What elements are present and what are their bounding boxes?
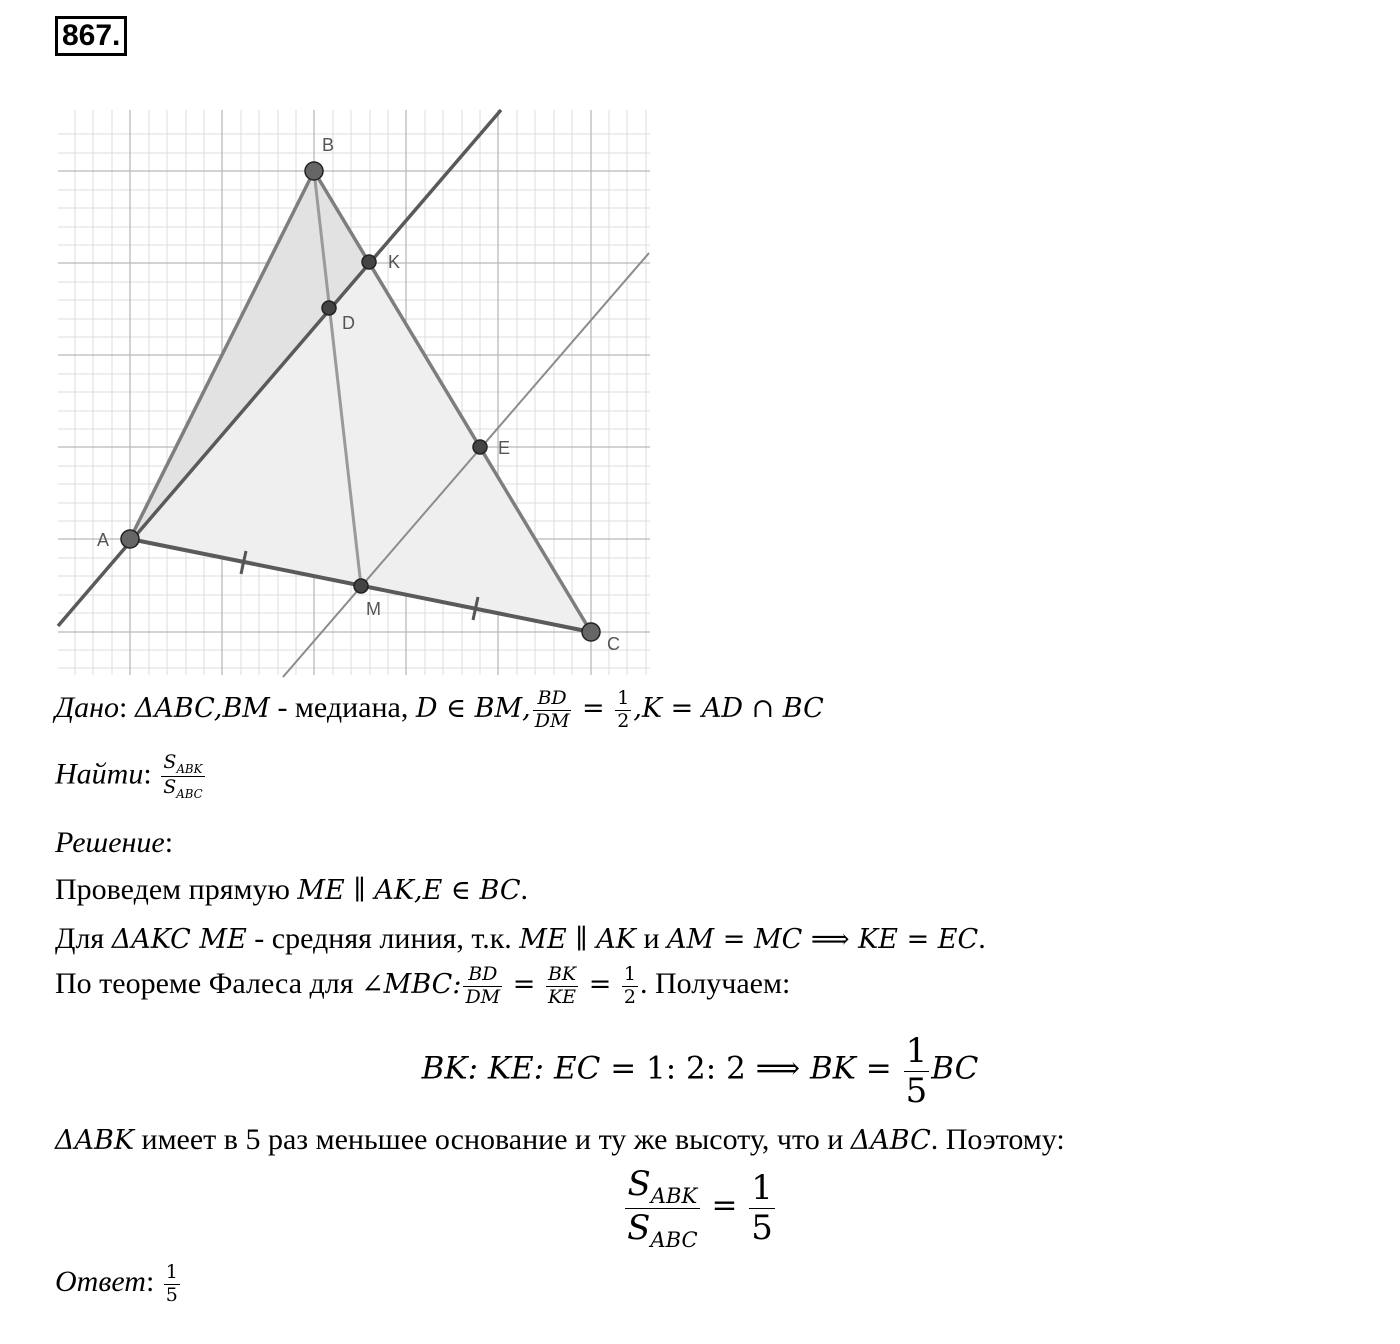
point-m <box>354 579 368 593</box>
label-m: M <box>366 599 381 619</box>
given-text-median: - медиана, <box>269 691 416 725</box>
label-k: K <box>388 252 401 272</box>
problem-number: 867. <box>55 16 127 56</box>
point-c <box>582 623 600 641</box>
given-expr-d: D ∈ BM, <box>415 693 531 725</box>
solution-heading: Решение: <box>55 826 174 859</box>
find-line: Найти: $\frac{S_{ABK}}{S_{ABC}}$ <box>55 751 203 802</box>
label-c: C <box>607 634 620 654</box>
label-e: E <box>498 438 511 458</box>
given-fraction-half: $\frac{1}{2}$ <box>617 687 630 732</box>
step-3: По теореме Фалеса для ∠MBC: $\frac{BD}{DM}$ = $\frac{BK}{KE}$ = $\frac{1}{2}$ . Получаем: <box>55 963 791 1008</box>
point-e <box>473 440 487 454</box>
label-b: B <box>322 135 335 155</box>
given-fraction-bd-dm: $\frac{BD}{DM}$ <box>534 687 570 732</box>
find-fraction: $\frac{S_{ABK}}{S_{ABC}}$ <box>163 751 203 802</box>
find-label: Найти <box>55 757 144 791</box>
step-4-ratio: BK: KE: EC = 1: 2: 2 ⟹ BK = $\frac{1}{5}$ BC <box>421 1031 979 1112</box>
fraction-half: $\frac{1}{2}$ <box>623 963 636 1008</box>
label-a: A <box>97 530 110 550</box>
point-a <box>121 530 139 548</box>
given-expr-k: ,K = AD ∩ BC <box>633 693 824 725</box>
geometry-figure <box>55 105 655 680</box>
step-1: Проведем прямую ME ∥ AK,E ∈ BC. <box>55 873 528 906</box>
point-b <box>305 162 323 180</box>
result-value-fraction: $\frac{1}{5}$ <box>751 1167 773 1249</box>
answer-line: Ответ: $\frac{1}{5}$ <box>55 1261 178 1306</box>
point-k <box>362 255 376 269</box>
given-label: Дано <box>55 691 119 725</box>
result-formula: $\frac{S_{ABK}}{S_{ABC}}$ = $\frac{1}{5}$ <box>627 1164 773 1252</box>
solution-label: Решение <box>55 826 165 859</box>
answer-label: Ответ <box>55 1265 146 1299</box>
label-d: D <box>342 313 355 333</box>
fraction-bk-ke: $\frac{BK}{KE}$ <box>547 963 577 1008</box>
answer-fraction: $\frac{1}{5}$ <box>165 1261 178 1306</box>
step-5: ΔABK имеет в 5 раз меньшее основание и ту же высоту, что и ΔABC. Поэтому: <box>55 1123 1065 1156</box>
point-d <box>322 301 336 315</box>
fraction-bd-dm: $\frac{BD}{DM}$ <box>465 963 501 1008</box>
result-area-fraction: $\frac{S_{ABK}}{S_{ABC}}$ <box>627 1164 698 1252</box>
given-line: Дано: ΔABC,BM - медиана, D ∈ BM, $\frac{BD}{DM}$ = $\frac{1}{2}$ ,K = AD ∩ BC <box>55 687 824 732</box>
step-2: Для ΔAKC ME - средняя линия, т.к. ME ∥ AK и AM = MC ⟹ KE = EC. <box>55 922 986 955</box>
given-expr-triangle: ΔABC,BM <box>134 693 270 725</box>
fraction-one-fifth: $\frac{1}{5}$ <box>905 1031 928 1112</box>
